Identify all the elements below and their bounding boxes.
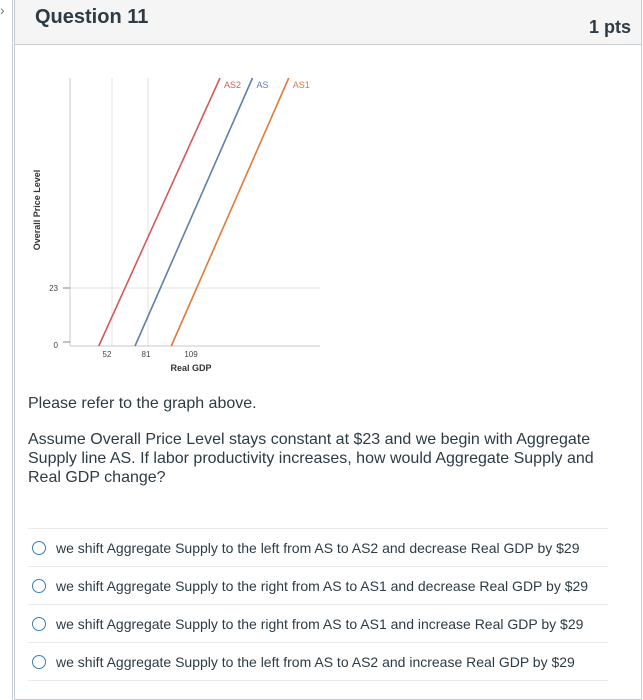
question-title: Question 11 <box>35 6 149 28</box>
series-label-as1: AS1 <box>292 80 310 90</box>
series-label-as: AS <box>256 80 269 90</box>
answer-text: we shift Aggregate Supply to the left from AS to AS2 and increase Real GDP by $29 <box>56 653 575 670</box>
x-tick-81: 81 <box>141 350 151 359</box>
grid <box>70 78 320 346</box>
answer-text: we shift Aggregate Supply to the left from AS to AS2 and decrease Real GDP by $29 <box>56 539 580 556</box>
y-axis-label: Overall Price Level <box>32 169 42 251</box>
radio-button[interactable] <box>32 541 46 555</box>
question-prompt <box>28 394 618 487</box>
series-line-as1 <box>171 78 289 346</box>
radio-button[interactable] <box>32 655 46 669</box>
answer-text: we shift Aggregate Supply to the right from AS to AS1 and decrease Real GDP by $29 <box>56 577 589 594</box>
answer-option-2[interactable] <box>28 566 608 604</box>
series-label-as2: AS2 <box>224 80 242 90</box>
answer-text: we shift Aggregate Supply to the right from AS to AS1 and increase Real GDP by $29 <box>56 615 584 632</box>
radio-button[interactable] <box>32 579 46 593</box>
x-axis-label: Real GDP <box>170 363 212 373</box>
answer-option-4[interactable] <box>28 642 608 681</box>
y-tick-23: 23 <box>49 284 58 293</box>
answer-list <box>28 528 608 681</box>
chevron-right-icon: › <box>0 2 5 18</box>
left-page-edge <box>0 0 13 700</box>
aggregate-supply-chart <box>14 70 344 382</box>
series-line-as2 <box>99 78 220 346</box>
answer-option-1[interactable] <box>28 528 608 566</box>
x-tick-52: 52 <box>102 350 112 359</box>
y-tick-0: 0 <box>53 341 58 350</box>
question-header <box>15 0 641 45</box>
series-layer <box>99 78 310 346</box>
radio-button[interactable] <box>32 617 46 631</box>
answer-option-3[interactable] <box>28 604 608 642</box>
question-points: 1 pts <box>588 17 631 37</box>
series-line-as <box>135 78 253 346</box>
prompt-line-2: Assume Overall Price Level stays constant at $23 and we begin with Aggregate Supply line AS. If labor productivity increases, how would Aggregate Supply and Real GDP change? <box>28 431 594 486</box>
prompt-line-1: Please refer to the graph above. <box>28 395 257 412</box>
x-tick-109: 109 <box>184 350 198 359</box>
